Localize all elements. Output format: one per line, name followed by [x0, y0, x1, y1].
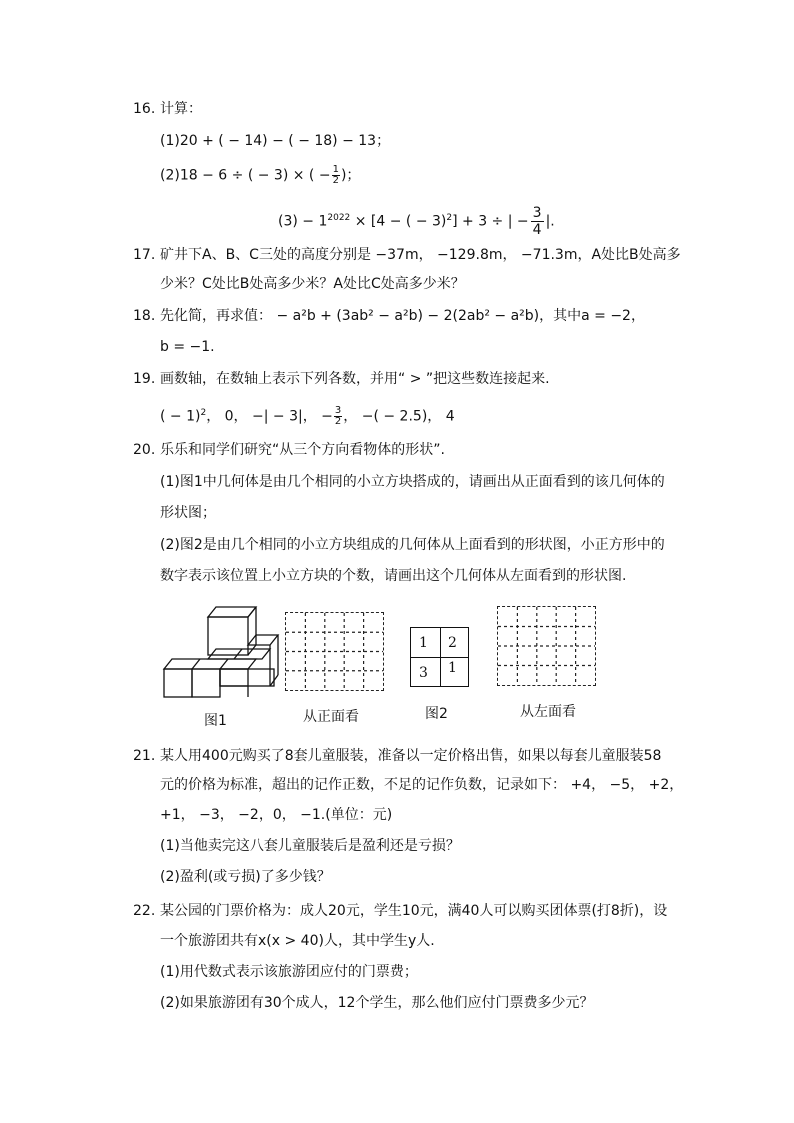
question-number: 21. — [133, 748, 156, 764]
question-number: 16. — [133, 101, 156, 117]
question-text-line: 矿井下A、B、C三处的高度分别是 −37m， −129.8m， −71.3m，A处比B处高多 — [160, 247, 681, 263]
question-text-line: 先化简，再求值： − a²b + (3ab² − a²b) − 2(2ab² − a²b)，其中a = −2， — [160, 308, 645, 324]
question-text-line: 某公园的门票价格为：成人20元，学生10元，满40人可以购买团体票(打8折)，设 — [160, 903, 668, 919]
question-number: 22. — [133, 903, 156, 919]
question-text-line: 画数轴，在数轴上表示下列各数，并用“ > ”把这些数连接起来. — [160, 371, 550, 387]
q16-part-3 — [278, 200, 555, 240]
q19-numbers — [160, 403, 455, 427]
left-view-caption: 从左面看 — [520, 704, 576, 720]
q16-part-3-mid2: ] + 3 ÷ | − — [452, 213, 529, 230]
denominator: 4 — [532, 222, 542, 239]
q19-numbers-mid: ， 0， −| − 3|， − — [206, 408, 333, 425]
denominator: 2 — [332, 175, 339, 186]
cell-value: 3 — [419, 665, 428, 681]
question-text-line: 乐乐和同学们研究“从三个方向看物体的形状”. — [160, 442, 445, 458]
question-text-line: 某人用400元购买了8套儿童服装，准备以一定价格出售，如果以每套儿童服装58 — [160, 748, 662, 764]
question-number: 19. — [133, 371, 156, 387]
question-text-line: 少米？C处比B处高多少米？A处比C处高多少米？ — [160, 276, 465, 292]
question-text-line: b = −1. — [160, 339, 215, 355]
q16-part-1: (1)20 + ( − 14) − ( − 18) − 13； — [160, 133, 391, 149]
fraction — [332, 165, 340, 186]
cell-value: 1 — [419, 635, 428, 651]
exponent: 2 — [446, 213, 453, 223]
exponent: 2 — [200, 408, 207, 418]
question-text-line: +1， −3， −2，0， −1.(单位：元) — [160, 807, 393, 823]
q16-part-2 — [160, 165, 360, 186]
denominator: 2 — [334, 416, 342, 428]
q21-part-1: (1)当他卖完这八套儿童服装后是盈利还是亏损？ — [160, 838, 460, 854]
question-text-line: (1)图1中几何体是由几个相同的小立方块搭成的，请画出从正面看到的该几何体的 — [160, 474, 665, 490]
q16-part-2-pre: (2)18 − 6 ÷ ( − 3) × ( − — [160, 167, 331, 184]
exponent: 2022 — [327, 213, 351, 223]
grid-lines — [498, 607, 595, 685]
q22-part-1: (1)用代数式表示该旅游团应付的门票费； — [160, 964, 418, 980]
cell-value: 1 — [448, 660, 457, 676]
front-view-grid — [285, 612, 384, 691]
q19-numbers-pre: ( − 1) — [160, 408, 201, 425]
question-text-line: 元的价格为标准，超出的记作正数，不足的记作负数，记录如下： +4， −5， +2， — [160, 777, 684, 793]
numerator: 1 — [332, 164, 339, 175]
question-text-line: 形状图； — [160, 505, 216, 521]
figure-1-caption: 图1 — [204, 713, 227, 729]
numerator: 3 — [532, 205, 542, 222]
question-number: 17. — [133, 247, 156, 263]
q19-numbers-post: ， −( − 2.5)， 4 — [343, 408, 455, 425]
left-view-grid — [497, 606, 596, 686]
figure-2-caption: 图2 — [425, 706, 448, 722]
figure-1-cubes — [160, 603, 284, 703]
grid-lines — [286, 613, 383, 690]
q16-part-2-post: )； — [340, 167, 361, 184]
question-number: 18. — [133, 308, 156, 324]
fraction — [531, 205, 544, 238]
question-title: 计算： — [160, 101, 202, 117]
cell-value: 2 — [448, 635, 457, 651]
question-text-line: 一个旅游团共有x(x > 40)人，其中学生y人. — [160, 933, 435, 949]
front-view-caption: 从正面看 — [303, 709, 359, 725]
question-text-line: (2)图2是由几个相同的小立方块组成的几何体从上面看到的形状图，小正方形中的 — [160, 537, 665, 553]
q16-part-3-pre: (3) − 1 — [278, 213, 328, 230]
divider — [440, 628, 441, 686]
q16-part-3-post: |. — [545, 213, 555, 230]
fraction — [334, 406, 342, 427]
q21-part-2: (2)盈利(或亏损)了多少钱？ — [160, 869, 331, 885]
q22-part-2: (2)如果旅游团有30个成人，12个学生，那么他们应付门票费多少元？ — [160, 995, 594, 1011]
figure-2-top-view — [410, 627, 469, 687]
numerator: 3 — [334, 405, 342, 417]
question-number: 20. — [133, 442, 156, 458]
q16-part-3-mid: × [4 − ( − 3) — [350, 213, 447, 230]
question-text-line: 数字表示该位置上小立方块的个数，请画出这个几何体从左面看到的形状图. — [160, 568, 627, 584]
